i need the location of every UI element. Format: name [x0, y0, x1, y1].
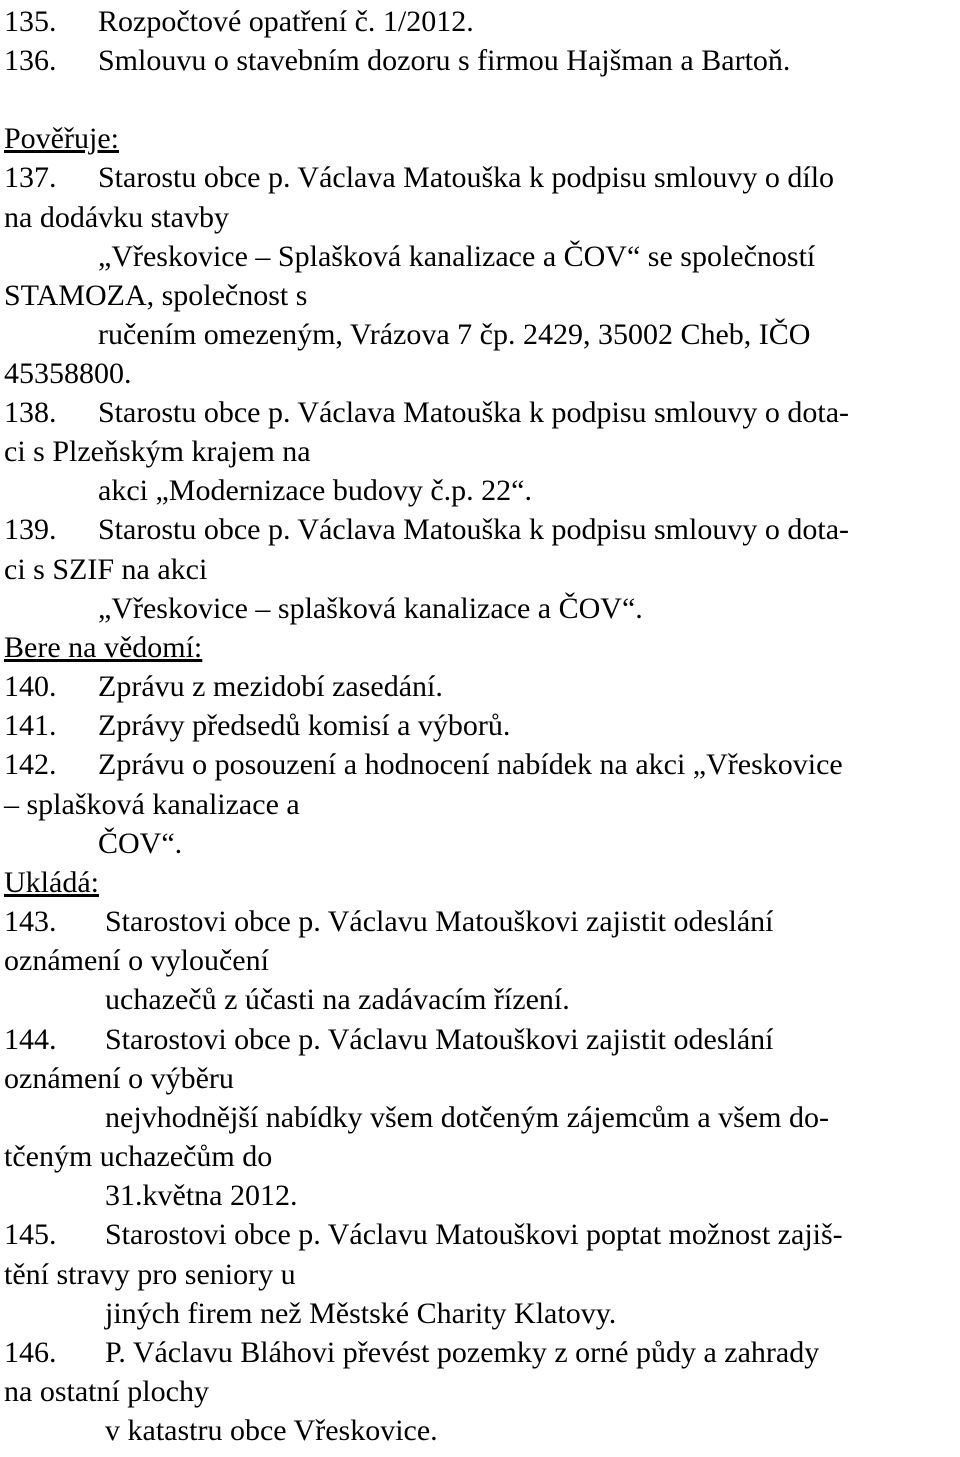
list-item-continuation: tčeným uchazečům do [4, 1140, 273, 1173]
list-item-continuation: uchazečů z účasti na zadávacím řízení. [105, 983, 570, 1016]
list-item-continuation: ČOV“. [98, 827, 183, 860]
list-item: 136. Smlouvu o stavebním dozoru s firmou Hajšman a Bartoň. [4, 44, 791, 77]
list-item-continuation: oznámení o výběru [4, 1062, 234, 1095]
list-item: 138. Starostu obce p. Václava Matouška k podpisu smlouvy o dota- [4, 396, 849, 429]
list-item-continuation: – splašková kanalizace a [4, 788, 300, 821]
list-item: 139. Starostu obce p. Václava Matouška k podpisu smlouvy o dota- [4, 513, 849, 546]
list-item: 142. Zprávu o posouzení a hodnocení nabídek na akci „Vřeskovice [4, 748, 843, 781]
list-item-continuation: oznámení o vyloučení [4, 944, 269, 977]
list-item-continuation: 45358800. [4, 357, 132, 390]
list-item: 137. Starostu obce p. Václava Matouška k podpisu smlouvy o dílo [4, 161, 835, 194]
list-item-continuation: jiných firem než Městské Charity Klatovy. [105, 1297, 617, 1330]
list-item-continuation: „Vřeskovice – Splašková kanalizace a ČOV“ se společností [98, 240, 816, 273]
list-item-continuation: STAMOZA, společnost s [4, 279, 308, 312]
list-item: 140. Zprávu z mezidobí zasedání. [4, 670, 443, 703]
list-item-continuation: ci s SZIF na akci [4, 553, 208, 586]
list-item-continuation: ci s Plzeňským krajem na [4, 435, 311, 468]
list-item: 146. P. Václavu Bláhovi převést pozemky z orné půdy a zahrady [4, 1336, 820, 1369]
section-heading-uklada: Ukládá: [4, 866, 99, 899]
list-item: 144. Starostovi obce p. Václavu Matouškovi zajistit odeslání [4, 1023, 774, 1056]
list-item-continuation: akci „Modernizace budovy č.p. 22“. [98, 474, 532, 507]
list-item-continuation: tění stravy pro seniory u [4, 1258, 296, 1291]
section-heading-poveruje: Pověřuje: [4, 122, 119, 155]
list-item-continuation: „Vřeskovice – splašková kanalizace a ČOV“. [98, 592, 643, 625]
list-item-continuation: nejvhodnější nabídky všem dotčeným zájemcům a všem do- [105, 1101, 829, 1134]
list-item: 145. Starostovi obce p. Václavu Matouškovi poptat možnost zajiš- [4, 1218, 843, 1251]
list-item-continuation: na ostatní plochy [4, 1375, 209, 1408]
list-item-continuation: 31.května 2012. [105, 1179, 298, 1212]
list-item-continuation: ručením omezeným, Vrázova 7 čp. 2429, 35002 Cheb, IČO [98, 318, 811, 351]
list-item: 141. Zprávy předsedů komisí a výborů. [4, 709, 511, 742]
section-heading-bere-na-vedomi: Bere na vědomí: [4, 631, 203, 664]
list-item: 143. Starostovi obce p. Václavu Matouškovi zajistit odeslání [4, 905, 774, 938]
list-item-continuation: na dodávku stavby [4, 201, 229, 234]
list-item: 135. Rozpočtové opatření č. 1/2012. [4, 5, 474, 38]
list-item-continuation: v katastru obce Vřeskovice. [105, 1414, 438, 1447]
